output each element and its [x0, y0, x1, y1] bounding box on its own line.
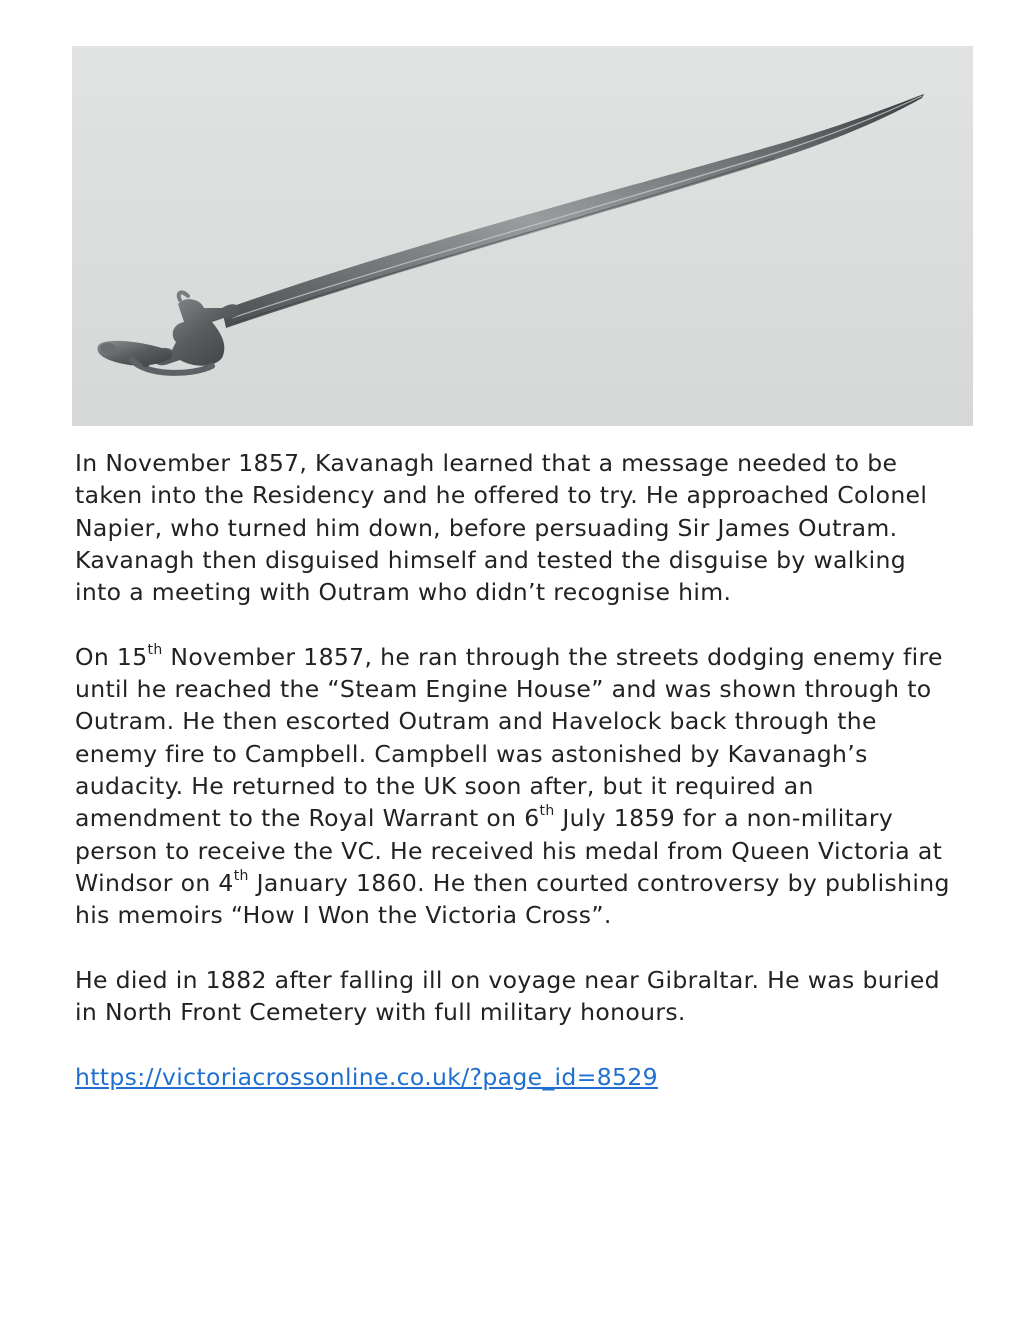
article-body	[75, 447, 955, 1125]
paragraph-escape-part-2: November 1857, he ran through the streets dodging enemy fire until he reached the “Steam Engine House” and was shown through to Outram. He then escorted Outram and Havelock back through the enemy fire to Campbell. Campbell was astonished by Kavanagh’s audacity. He returned to the UK soon after, but it required an amendment to the Royal Warrant on 6	[75, 642, 943, 833]
paragraph-death: He died in 1882 after falling ill on voyage near Gibraltar. He was buried in North Front Cemetery with full military honours.	[75, 965, 940, 1027]
paragraph-escape-part-3: July 1859 for a non-military person to receive the VC. He received his medal from Queen Victoria at Windsor on 4	[75, 804, 943, 897]
paragraph-escape-part-1: On 15	[75, 642, 148, 671]
source-link-line	[75, 1061, 955, 1093]
paragraph-escape	[75, 641, 955, 932]
superscript-ordinal: th	[539, 803, 555, 820]
paragraph-escape-part-4: January 1860. He then courted controversy by publishing his memoirs “How I Won the Victoria Cross”.	[75, 868, 950, 930]
source-link[interactable]: https://victoriacrossonline.co.uk/?page_id=8529	[75, 1062, 658, 1091]
sword-icon	[72, 46, 973, 426]
superscript-ordinal: th	[147, 641, 163, 658]
sword-photo	[72, 46, 973, 426]
superscript-ordinal: th	[233, 868, 249, 885]
paragraph-mission: In November 1857, Kavanagh learned that a message needed to be taken into the Residency and he offered to try. He approached Colonel Napier, who turned him down, before persuading Sir James Outram. Kavanagh then disguised himself and tested the disguise by walking into a meeting with Outram who didn’t recognise him.	[75, 449, 928, 607]
